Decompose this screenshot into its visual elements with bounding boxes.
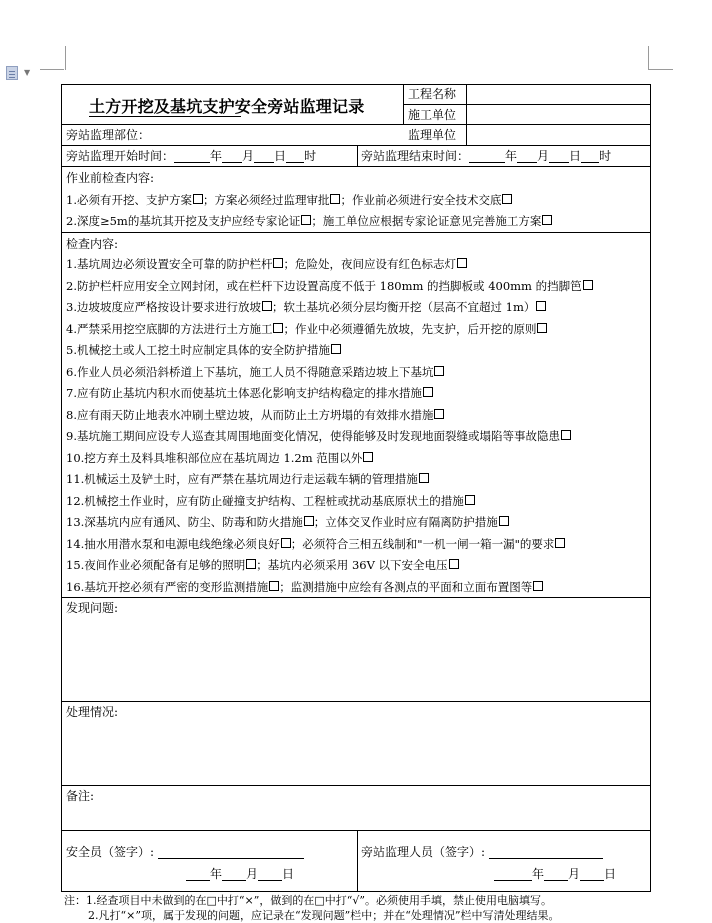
inspection-item: 16.基坑开挖必须有严密的变形监测措施 ；监测措施中应绘有各测点的平面和立面布置图等 (66, 580, 543, 594)
checkbox[interactable] (465, 495, 475, 505)
checkbox[interactable] (301, 215, 311, 225)
site-location-label: 旁站监理部位： (66, 128, 151, 142)
inspection-item: 10.挖方弃土及料具堆积部位应在基坑周边 1.2m 范围以外 (66, 451, 373, 465)
checkbox[interactable] (449, 559, 459, 569)
footnotes (64, 893, 559, 923)
checkbox[interactable] (281, 538, 291, 548)
checkbox[interactable] (363, 452, 373, 462)
divider (357, 830, 358, 892)
inspection-item: 14.抽水用潜水泵和电源电线绝缘必须良好 ；必须符合三相五线制和"一机一闸一箱一漏"的要求 (66, 537, 565, 551)
inspection-item: 13.深基坑内应有通风、防尘、防毒和防火措施 ；立体交叉作业时应有隔离防护措施 (66, 515, 509, 529)
checkbox[interactable] (269, 581, 279, 591)
start-month-unit: 月 (242, 149, 255, 163)
inspection-item: 1.基坑周边必须设置安全可靠的防护栏杆 ；危险处，夜间应设有红色标志灯 (66, 257, 467, 271)
end-month-unit: 月 (537, 149, 550, 163)
document-icon[interactable] (6, 66, 18, 80)
checkbox[interactable] (331, 344, 341, 354)
inspection-item: 6.作业人员必须沿斜桥道上下基坑，施工人员不得随意采踏边坡上下基坑 (66, 365, 444, 379)
safety-officer-signature[interactable]: 安全员（签字）: (66, 845, 304, 859)
end-year-unit: 年 (505, 149, 518, 163)
end-time-label: 旁站监理结束时间： (361, 149, 470, 163)
footnote-2: 2.凡打“×”项，属于发现的问题，应记录在“发现问题”栏中；并在“处理情况”栏中写清处理结果。 (88, 909, 560, 922)
page-title: 土方开挖及基坑支护安全旁站监理记录 (89, 97, 365, 116)
checkbox[interactable] (419, 473, 429, 483)
divider (357, 145, 358, 166)
checkbox[interactable] (583, 280, 593, 290)
inspection-heading: 检查内容: (66, 237, 119, 251)
start-hour-unit: 时 (304, 149, 317, 163)
pre-check-heading: 作业前检查内容: (66, 171, 155, 185)
checkbox[interactable] (537, 323, 547, 333)
inspection-item: 2.防护栏杆应用安全立网封闭，或在栏杆下边设置高度不低于 180mm 的挡脚板或 400mm 的挡脚笆 (66, 279, 593, 293)
start-day-unit: 日 (274, 149, 287, 163)
checkbox[interactable] (555, 538, 565, 548)
checkbox[interactable] (304, 516, 314, 526)
pre-check-item-1: 1.必须有开挖、支护方案 ；方案必须经过监理审批 ；作业前必须进行安全技术交底 (66, 193, 512, 207)
margin-mark-top-left (64, 46, 66, 70)
margin-mark-top-right (648, 46, 650, 70)
supervisor-signature[interactable]: 旁站监理人员（签字）: (361, 845, 603, 859)
safety-officer-date[interactable]: 年 月 日 (186, 867, 294, 881)
checkbox[interactable] (502, 194, 512, 204)
end-day-unit: 日 (569, 149, 582, 163)
project-name-label: 工程名称 (408, 87, 457, 101)
inspection-item: 7.应有防止基坑内积水而使基坑土体恶化影响支护结构稳定的排水措施 (66, 386, 433, 400)
inspection-item: 9.基坑施工期间应设专人巡查其周围地面变化情况，使得能够及时发现地面裂缝或塌陷等事故隐患 (66, 429, 571, 443)
footnote-1: 注：1.经查项目中未做到的在□中打“×”，做到的在□中打“√”。必须使用手填，禁止使用电脑填写。 (64, 894, 552, 907)
checkbox[interactable] (536, 301, 546, 311)
checkbox[interactable] (561, 430, 571, 440)
divider (466, 85, 467, 145)
handling-label: 处理情况: (66, 705, 119, 719)
inspection-item: 11.机械运土及铲土时，应有严禁在基坑周边行走运载车辆的管理措施 (66, 472, 429, 486)
checkbox[interactable] (434, 366, 444, 376)
chevron-down-icon[interactable]: ▼ (24, 68, 31, 77)
findings-label: 发现问题: (66, 601, 119, 615)
title-underline (89, 116, 241, 117)
start-year-unit: 年 (210, 149, 223, 163)
checkbox[interactable] (273, 258, 283, 268)
inspection-item: 15.夜间作业必须配备有足够的照明 ；基坑内必须采用 36V 以下安全电压 (66, 558, 459, 572)
inspection-item: 3.边坡坡度应严格按设计要求进行放坡 ；软土基坑必须分层均衡开挖（层高不宜超过 1m） (66, 300, 546, 314)
checkbox[interactable] (542, 215, 552, 225)
inspection-item: 12.机械挖土作业时，应有防止碰撞支护结构、工程桩或扰动基底原状土的措施 (66, 494, 475, 508)
checkbox[interactable] (499, 516, 509, 526)
checkbox[interactable] (262, 301, 272, 311)
inspection-item: 4.严禁采用挖空底脚的方法进行土方施工 ；作业中必须遵循先放坡，先支护，后开挖的原则 (66, 322, 547, 336)
checkbox[interactable] (434, 409, 444, 419)
margin-mark-top-right-h (649, 69, 673, 71)
checkbox[interactable] (246, 559, 256, 569)
start-time-field[interactable] (66, 149, 316, 163)
checkbox[interactable] (533, 581, 543, 591)
inspection-item: 5.机械挖土或人工挖土时应制定具体的安全防护措施 (66, 343, 341, 357)
margin-mark-top-left-h (40, 69, 64, 71)
supervision-unit-label: 监理单位 (408, 128, 457, 142)
checkbox[interactable] (273, 323, 283, 333)
end-hour-unit: 时 (599, 149, 612, 163)
checkbox[interactable] (457, 258, 467, 268)
checkbox[interactable] (193, 194, 203, 204)
record-form (61, 84, 651, 892)
pre-check-item-2: 2.深度≥5m的基坑其开挖及支护应经专家论证 ；施工单位应根据专家论证意见完善施工方案 (66, 214, 552, 228)
start-time-label: 旁站监理开始时间： (66, 149, 175, 163)
supervisor-date[interactable]: 年 月 日 (494, 867, 616, 881)
remarks-label: 备注: (66, 789, 95, 803)
checkbox[interactable] (330, 194, 340, 204)
inspection-item: 8.应有雨天防止地表水冲刷土壁边坡，从而防止土方坍塌的有效排水措施 (66, 408, 444, 422)
checkbox[interactable] (423, 387, 433, 397)
construction-unit-label: 施工单位 (408, 108, 457, 122)
end-time-field[interactable] (361, 149, 611, 163)
